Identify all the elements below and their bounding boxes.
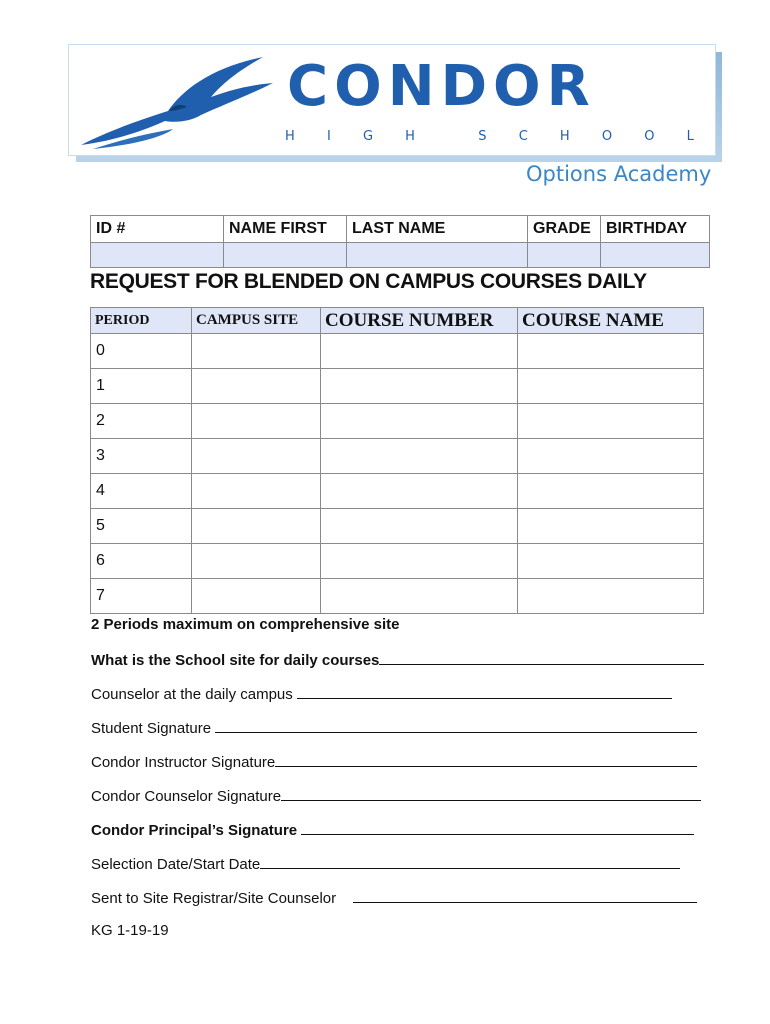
period-number: 3 [91, 439, 192, 474]
period-number: 6 [91, 544, 192, 579]
logo-subtitle [285, 129, 695, 144]
periods-header-row [91, 308, 704, 334]
sent-to-label: Sent to Site Registrar/Site Counselor [91, 890, 337, 907]
campus-site-cell[interactable] [192, 404, 321, 439]
period-row [91, 334, 704, 369]
student-signature-field [91, 718, 697, 737]
logo-wordmark: CONDOR [287, 54, 596, 119]
school-site-line[interactable] [379, 650, 704, 665]
campus-site-cell[interactable] [192, 334, 321, 369]
campus-site-cell[interactable] [192, 579, 321, 614]
period-number: 0 [91, 334, 192, 369]
course-number-cell[interactable] [321, 579, 518, 614]
academy-name: Options Academy [526, 162, 712, 186]
campus-site-cell[interactable] [192, 544, 321, 579]
condor-bird-icon [73, 49, 283, 153]
header-birthday: BIRTHDAY [601, 216, 710, 243]
period-row [91, 544, 704, 579]
selection-date-field [91, 854, 680, 873]
course-name-cell[interactable] [518, 544, 704, 579]
course-name-cell[interactable] [518, 579, 704, 614]
principal-signature-field [91, 820, 694, 839]
course-name-cell[interactable] [518, 404, 704, 439]
student-signature-label: Student Signature [91, 720, 212, 737]
logo-sub-letter: G [362, 129, 375, 144]
header-last-name: LAST NAME [347, 216, 528, 243]
counselor-label: Counselor at the daily campus [91, 686, 293, 703]
id-field[interactable] [91, 243, 224, 268]
course-name-cell[interactable] [518, 474, 704, 509]
period-row [91, 509, 704, 544]
course-number-cell[interactable] [321, 369, 518, 404]
header-course-name: COURSE NAME [518, 308, 704, 334]
form-title: REQUEST FOR BLENDED ON CAMPUS COURSES DAILY [90, 270, 647, 293]
selection-date-line[interactable] [260, 854, 680, 869]
period-number: 1 [91, 369, 192, 404]
course-number-cell[interactable] [321, 334, 518, 369]
course-number-cell[interactable] [321, 544, 518, 579]
logo-sub-letter: O [601, 129, 614, 144]
counselor-signature-label: Condor Counselor Signature [91, 788, 282, 805]
logo-sub-letter: S [478, 129, 488, 144]
logo-sub-letter: L [686, 129, 695, 144]
header-campus-site: CAMPUS SITE [192, 308, 321, 334]
counselor-signature-line[interactable] [281, 786, 701, 801]
info-entry-row [91, 243, 710, 268]
period-row [91, 474, 704, 509]
logo-sub-letter: O [644, 129, 656, 144]
logo-sub-letter: H [559, 129, 571, 144]
course-name-cell[interactable] [518, 439, 704, 474]
sent-to-line[interactable] [353, 888, 697, 903]
instructor-signature-label: Condor Instructor Signature [91, 754, 276, 771]
first-name-field[interactable] [224, 243, 347, 268]
period-number: 7 [91, 579, 192, 614]
course-number-cell[interactable] [321, 509, 518, 544]
period-row [91, 579, 704, 614]
school-site-label: What is the School site for daily courses [91, 652, 380, 669]
campus-site-cell[interactable] [192, 509, 321, 544]
periods-note: 2 Periods maximum on comprehensive site [91, 616, 400, 633]
logo-sub-letter: H [405, 129, 416, 144]
last-name-field[interactable] [347, 243, 528, 268]
school-site-field [91, 650, 704, 669]
grade-field[interactable] [528, 243, 601, 268]
principal-signature-label: Condor Principal’s Signature [91, 822, 298, 839]
birthday-field[interactable] [601, 243, 710, 268]
course-name-cell[interactable] [518, 509, 704, 544]
period-number: 2 [91, 404, 192, 439]
course-name-cell[interactable] [518, 369, 704, 404]
selection-date-label: Selection Date/Start Date [91, 856, 261, 873]
course-name-cell[interactable] [518, 334, 704, 369]
course-number-cell[interactable] [321, 474, 518, 509]
campus-site-cell[interactable] [192, 369, 321, 404]
periods-table [90, 307, 704, 614]
header-grade: GRADE [528, 216, 601, 243]
period-number: 5 [91, 509, 192, 544]
counselor-line[interactable] [297, 684, 672, 699]
instructor-signature-line[interactable] [275, 752, 697, 767]
header-first-name: NAME FIRST [224, 216, 347, 243]
logo-sub-letter: H [285, 129, 296, 144]
principal-signature-line[interactable] [301, 820, 694, 835]
campus-site-cell[interactable] [192, 474, 321, 509]
counselor-field [91, 684, 672, 703]
header-period: PERIOD [91, 308, 192, 334]
campus-site-cell[interactable] [192, 439, 321, 474]
counselor-signature-field [91, 786, 701, 805]
instructor-signature-field [91, 752, 697, 771]
form-code: KG 1-19-19 [91, 922, 169, 939]
period-row [91, 369, 704, 404]
student-signature-line[interactable] [215, 718, 697, 733]
period-number: 4 [91, 474, 192, 509]
course-number-cell[interactable] [321, 439, 518, 474]
period-row [91, 404, 704, 439]
logo-sub-letter: C [518, 129, 529, 144]
logo-sub-letter: I [326, 129, 332, 144]
sent-to-field [91, 888, 697, 907]
header-course-number: COURSE NUMBER [321, 308, 518, 334]
info-header-row [91, 216, 710, 243]
course-number-cell[interactable] [321, 404, 518, 439]
student-info-table [90, 215, 710, 268]
header-id: ID # [91, 216, 224, 243]
logo-banner [68, 44, 716, 156]
period-row [91, 439, 704, 474]
